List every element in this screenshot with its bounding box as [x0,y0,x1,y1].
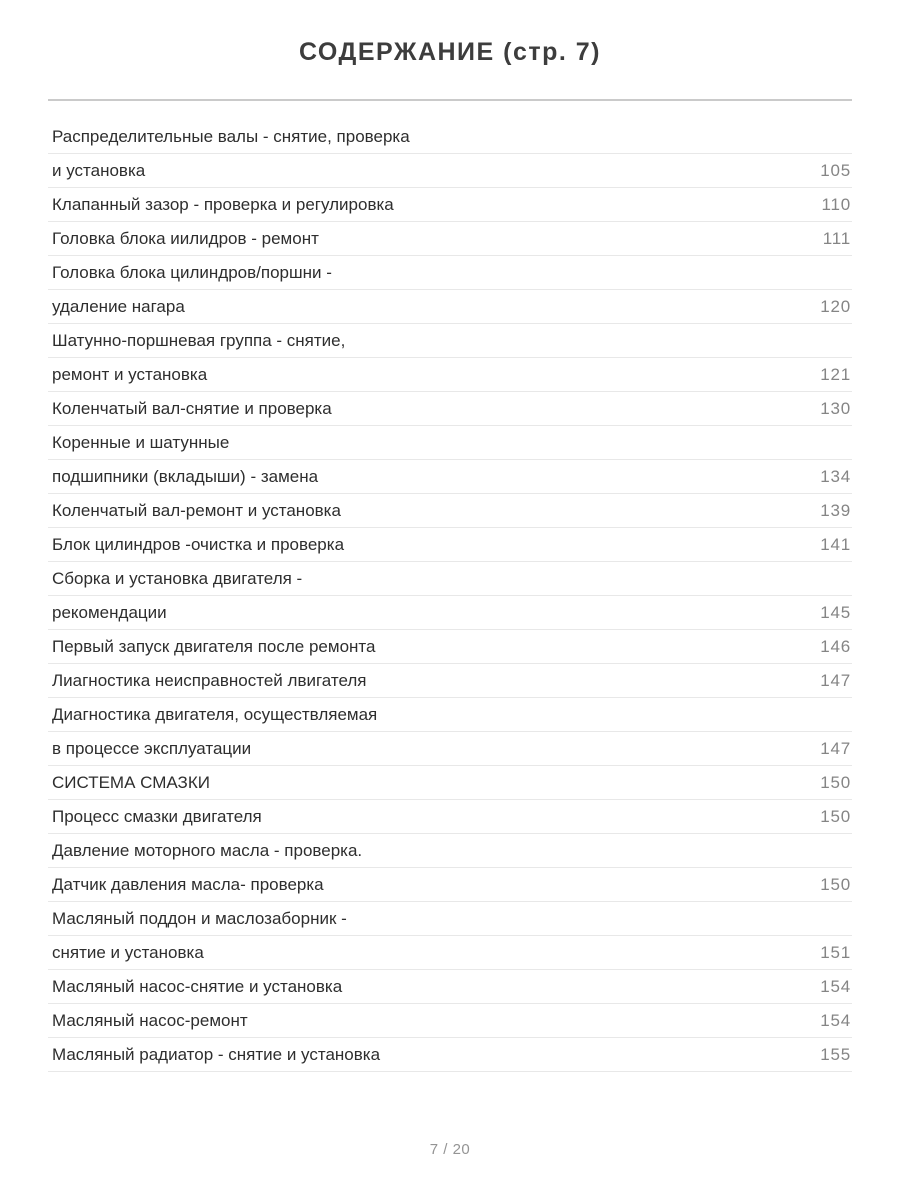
toc-entry-title: Блок цилиндров -очистка и проверка [52,534,345,554]
toc-row [48,290,852,324]
toc-entry-page-number: 146 [820,636,851,656]
toc-entry-title: Масляный насос-ремонт [52,1010,248,1030]
toc-row [48,256,852,290]
toc-entry-page-number: 134 [820,466,851,486]
toc-entry-title: Шатунно-поршневая группа - снятие, [52,330,346,350]
toc-entry-page-number: 147 [820,738,851,758]
toc-entry-title: Распределительные валы - снятие, проверка [52,126,410,146]
toc-entry-title: в процессе эксплуатации [52,738,252,758]
toc-row [48,630,852,664]
toc-entry-page-number: 147 [820,670,851,690]
toc-row [48,494,852,528]
toc-entry-title: ремонт и установка [52,364,208,384]
toc-entry-title: подшипники (вкладыши) - замена [52,466,319,486]
toc-entry-page-number: 154 [820,976,851,996]
toc-entry-page-number: 150 [820,772,851,792]
toc-row [48,936,852,970]
toc-entry-title: Масляный радиатор - снятие и установка [52,1044,381,1064]
toc-entry-page-number: 110 [821,194,851,214]
toc-entry-title: Процесс смазки двигателя [52,806,262,826]
toc-entry-page-number: 130 [820,398,851,418]
toc-row [48,528,852,562]
title-divider [48,99,852,101]
toc-entry-title: и установка [52,160,146,180]
toc-entry-page-number: 141 [820,534,851,554]
toc-entry-title: Клапанный зазор - проверка и регулировка [52,194,394,214]
toc-entry-page-number: 111 [822,228,851,248]
toc-entry-title: удаление нагара [52,296,185,316]
toc-entry-title: Лиагностика неисправностей лвигателя [52,670,367,690]
toc-row [48,766,852,800]
toc-entry-title: Коленчатый вал-ремонт и установка [52,500,341,520]
toc-row [48,732,852,766]
toc-row [48,596,852,630]
toc-row [48,970,852,1004]
toc-row [48,664,852,698]
toc-row [48,562,852,596]
toc-row [48,120,852,154]
toc-row [48,902,852,936]
toc-entry-title: Коленчатый вал-снятие и проверка [52,398,332,418]
toc-entry-title: Сборка и установка двигателя - [52,568,303,588]
toc-entry-page-number: 139 [820,500,851,520]
toc-row [48,460,852,494]
toc-entry-page-number: 120 [820,296,851,316]
toc-entry-title: Первый запуск двигателя после ремонта [52,636,376,656]
toc-entry-title: рекомендации [52,602,167,622]
toc-row [48,154,852,188]
toc-entry-page-number: 154 [820,1010,851,1030]
toc-row [48,188,852,222]
toc-entry-page-number: 151 [820,942,851,962]
toc-entry-page-number: 121 [820,364,851,384]
toc-entry-title: Давление моторного масла - проверка. [52,840,363,860]
toc-row [48,834,852,868]
toc-entry-title: Головка блока иилидров - ремонт [52,228,319,248]
toc-entry-title: Датчик давления масла- проверка [52,874,324,894]
toc-entry-page-number: 155 [820,1044,851,1064]
toc-entry-page-number: 105 [820,160,851,180]
toc-row [48,698,852,732]
page-indicator: 7 / 20 [429,1141,471,1158]
toc-entry-title: СИСТЕМА СМАЗКИ [52,772,210,792]
toc-entry-title: Головка блока цилиндров/поршни - [52,262,332,282]
toc-list [48,120,852,1072]
toc-entry-title: Масляный насос-снятие и установка [52,976,343,996]
toc-entry-title: Коренные и шатунные [52,432,230,452]
toc-entry-page-number: 145 [820,602,851,622]
toc-row [48,1038,852,1072]
toc-row [48,324,852,358]
toc-row [48,426,852,460]
toc-row [48,392,852,426]
toc-row [48,800,852,834]
toc-row [48,1004,852,1038]
toc-row [48,358,852,392]
toc-entry-title: Масляный поддон и маслозаборник - [52,908,347,928]
page-title: СОДЕРЖАНИЕ (стр. 7) [298,38,602,66]
toc-entry-page-number: 150 [820,806,851,826]
toc-entry-title: Диагностика двигателя, осуществляемая [52,704,378,724]
toc-entry-page-number: 150 [820,874,851,894]
toc-row [48,222,852,256]
toc-entry-title: снятие и установка [52,942,204,962]
toc-row [48,868,852,902]
